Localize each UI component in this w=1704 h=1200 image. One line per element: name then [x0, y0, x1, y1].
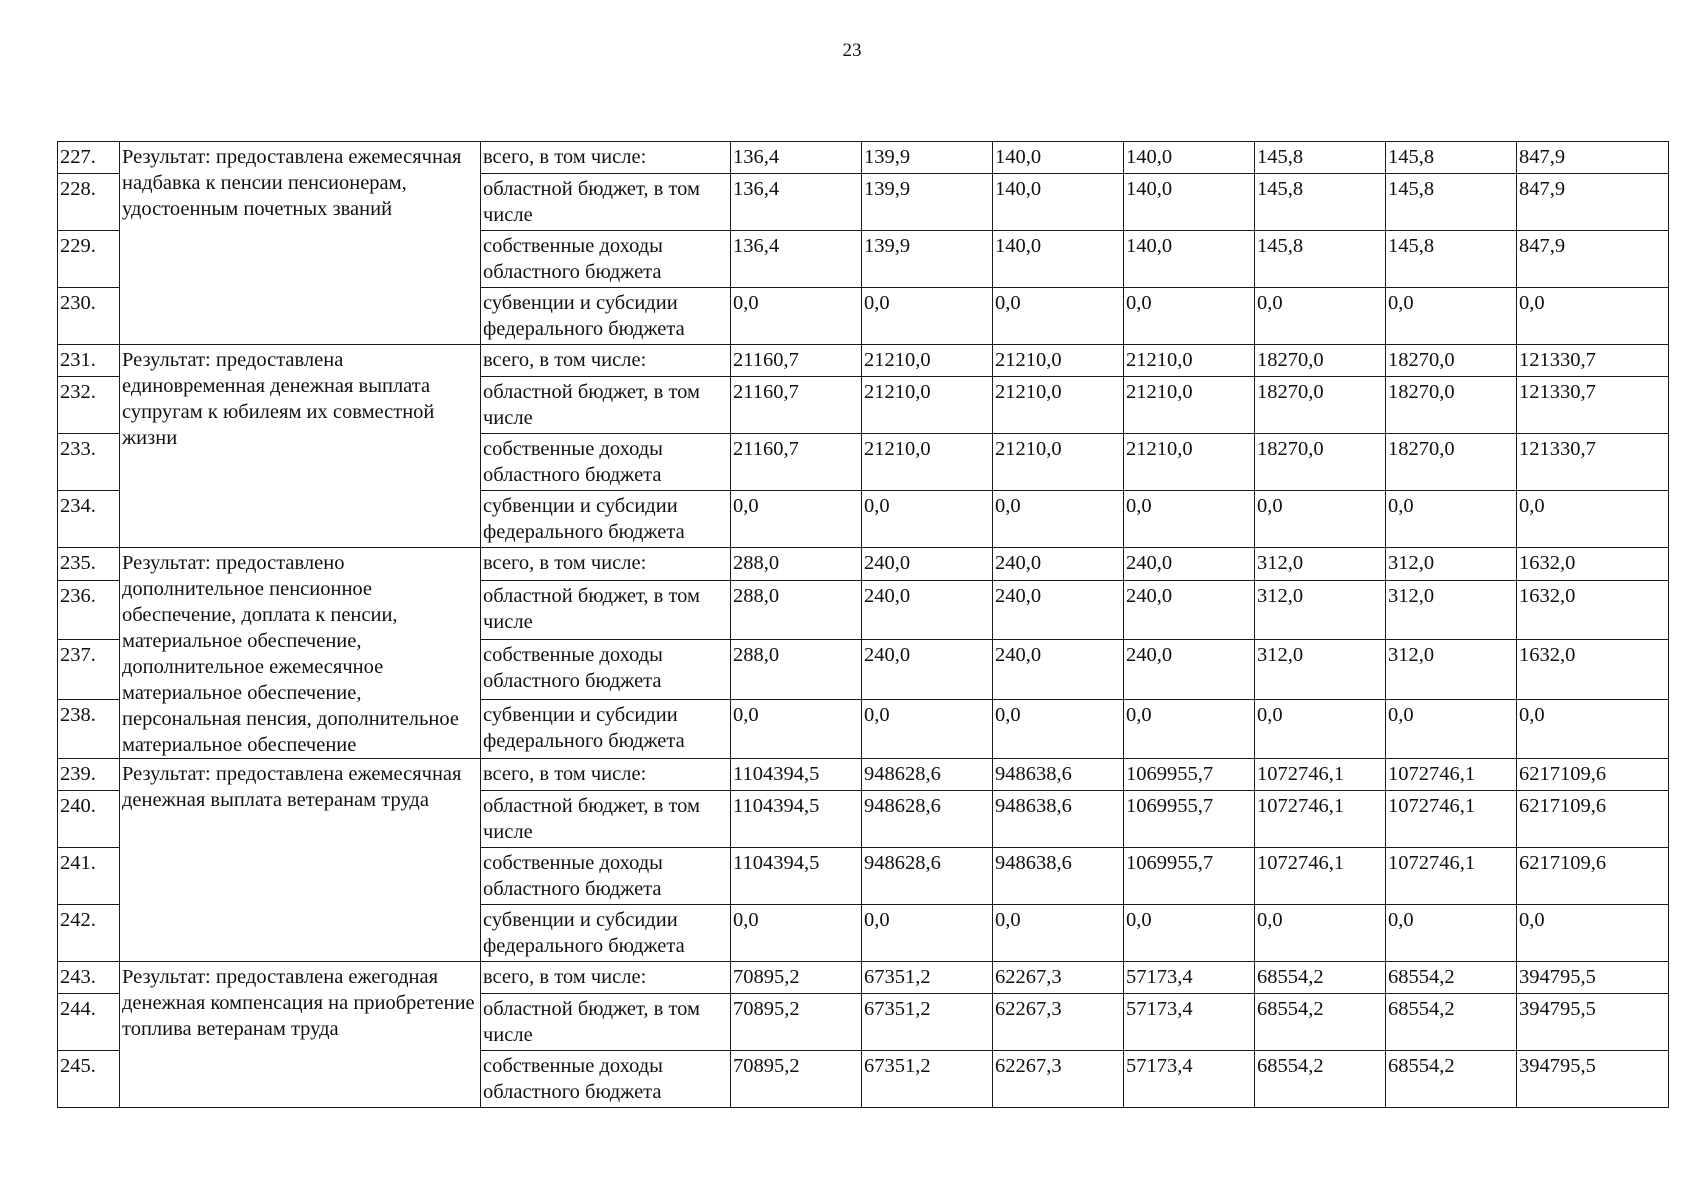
value-cell: 21160,7 [731, 377, 862, 434]
value-cell: 1104394,5 [731, 759, 862, 791]
funding-source-label: областной бюджет, в том числе [481, 174, 731, 231]
value-cell: 62267,3 [993, 1051, 1124, 1108]
result-description: Результат: предоставлена ежегодная денежная компенсация на приобретение топлива ветеранам труда [120, 962, 481, 1108]
table-row [58, 962, 1669, 994]
funding-source-label: субвенции и субсидии федерального бюджета [481, 699, 731, 758]
value-cell: 57173,4 [1124, 1051, 1255, 1108]
value-cell: 145,8 [1255, 231, 1386, 288]
value-cell: 0,0 [1124, 699, 1255, 758]
total-value-cell: 121330,7 [1517, 377, 1669, 434]
total-value-cell: 0,0 [1517, 491, 1669, 548]
value-cell: 240,0 [862, 548, 993, 581]
value-cell: 1104394,5 [731, 791, 862, 848]
value-cell: 145,8 [1386, 231, 1517, 288]
value-cell: 140,0 [993, 231, 1124, 288]
value-cell: 1072746,1 [1386, 791, 1517, 848]
value-cell: 1069955,7 [1124, 848, 1255, 905]
value-cell: 948638,6 [993, 759, 1124, 791]
value-cell: 62267,3 [993, 994, 1124, 1051]
value-cell: 1072746,1 [1255, 759, 1386, 791]
row-number: 245. [58, 1051, 120, 1108]
funding-source-label: областной бюджет, в том числе [481, 994, 731, 1051]
value-cell: 0,0 [1124, 905, 1255, 962]
value-cell: 70895,2 [731, 962, 862, 994]
total-value-cell: 1632,0 [1517, 548, 1669, 581]
value-cell: 21210,0 [1124, 377, 1255, 434]
row-number: 232. [58, 377, 120, 434]
value-cell: 21210,0 [862, 434, 993, 491]
value-cell: 140,0 [1124, 142, 1255, 174]
value-cell: 145,8 [1255, 142, 1386, 174]
total-value-cell: 847,9 [1517, 142, 1669, 174]
row-number: 237. [58, 640, 120, 699]
value-cell: 0,0 [731, 491, 862, 548]
value-cell: 145,8 [1255, 174, 1386, 231]
value-cell: 21210,0 [993, 377, 1124, 434]
value-cell: 0,0 [862, 905, 993, 962]
value-cell: 21210,0 [993, 434, 1124, 491]
value-cell: 240,0 [862, 640, 993, 699]
table-body [58, 142, 1669, 1108]
value-cell: 136,4 [731, 174, 862, 231]
result-description: Результат: предоставлена единовременная денежная выплата супругам к юбилеям их совместной жизни [120, 345, 481, 548]
row-number: 229. [58, 231, 120, 288]
value-cell: 312,0 [1386, 581, 1517, 640]
total-value-cell: 6217109,6 [1517, 791, 1669, 848]
value-cell: 21210,0 [993, 345, 1124, 377]
value-cell: 70895,2 [731, 994, 862, 1051]
value-cell: 0,0 [993, 699, 1124, 758]
row-number: 240. [58, 791, 120, 848]
value-cell: 0,0 [862, 288, 993, 345]
total-value-cell: 1632,0 [1517, 581, 1669, 640]
value-cell: 68554,2 [1386, 962, 1517, 994]
funding-source-label: собственные доходы областного бюджета [481, 434, 731, 491]
value-cell: 62267,3 [993, 962, 1124, 994]
value-cell: 0,0 [1255, 699, 1386, 758]
value-cell: 0,0 [1386, 699, 1517, 758]
funding-source-label: собственные доходы областного бюджета [481, 848, 731, 905]
value-cell: 288,0 [731, 640, 862, 699]
value-cell: 1072746,1 [1386, 759, 1517, 791]
value-cell: 1072746,1 [1386, 848, 1517, 905]
value-cell: 18270,0 [1255, 434, 1386, 491]
row-number: 234. [58, 491, 120, 548]
value-cell: 0,0 [731, 699, 862, 758]
value-cell: 0,0 [862, 699, 993, 758]
value-cell: 312,0 [1255, 640, 1386, 699]
value-cell: 0,0 [1386, 491, 1517, 548]
total-value-cell: 6217109,6 [1517, 759, 1669, 791]
value-cell: 0,0 [1124, 491, 1255, 548]
funding-source-label: собственные доходы областного бюджета [481, 640, 731, 699]
value-cell: 1069955,7 [1124, 791, 1255, 848]
funding-source-label: всего, в том числе: [481, 962, 731, 994]
value-cell: 240,0 [1124, 548, 1255, 581]
value-cell: 21210,0 [1124, 434, 1255, 491]
value-cell: 68554,2 [1255, 962, 1386, 994]
value-cell: 136,4 [731, 231, 862, 288]
row-number: 244. [58, 994, 120, 1051]
row-number: 241. [58, 848, 120, 905]
value-cell: 240,0 [862, 581, 993, 640]
value-cell: 312,0 [1255, 581, 1386, 640]
value-cell: 140,0 [993, 174, 1124, 231]
value-cell: 139,9 [862, 231, 993, 288]
value-cell: 240,0 [1124, 640, 1255, 699]
total-value-cell: 0,0 [1517, 699, 1669, 758]
total-value-cell: 0,0 [1517, 288, 1669, 345]
value-cell: 0,0 [1255, 491, 1386, 548]
value-cell: 948628,6 [862, 848, 993, 905]
value-cell: 240,0 [1124, 581, 1255, 640]
value-cell: 1072746,1 [1255, 791, 1386, 848]
value-cell: 21160,7 [731, 345, 862, 377]
value-cell: 140,0 [993, 142, 1124, 174]
value-cell: 70895,2 [731, 1051, 862, 1108]
total-value-cell: 394795,5 [1517, 994, 1669, 1051]
row-number: 228. [58, 174, 120, 231]
funding-source-label: субвенции и субсидии федерального бюджета [481, 491, 731, 548]
total-value-cell: 847,9 [1517, 231, 1669, 288]
value-cell: 21210,0 [862, 377, 993, 434]
page-number: 23 [842, 40, 862, 61]
value-cell: 68554,2 [1255, 1051, 1386, 1108]
value-cell: 18270,0 [1255, 377, 1386, 434]
value-cell: 0,0 [993, 491, 1124, 548]
funding-source-label: собственные доходы областного бюджета [481, 231, 731, 288]
value-cell: 68554,2 [1386, 1051, 1517, 1108]
funding-source-label: всего, в том числе: [481, 548, 731, 581]
value-cell: 57173,4 [1124, 994, 1255, 1051]
value-cell: 145,8 [1386, 142, 1517, 174]
value-cell: 312,0 [1386, 548, 1517, 581]
value-cell: 948638,6 [993, 791, 1124, 848]
value-cell: 21210,0 [1124, 345, 1255, 377]
value-cell: 68554,2 [1386, 994, 1517, 1051]
funding-source-label: субвенции и субсидии федерального бюджета [481, 288, 731, 345]
value-cell: 948628,6 [862, 791, 993, 848]
value-cell: 68554,2 [1255, 994, 1386, 1051]
value-cell: 136,4 [731, 142, 862, 174]
value-cell: 140,0 [1124, 174, 1255, 231]
row-number: 236. [58, 581, 120, 640]
total-value-cell: 6217109,6 [1517, 848, 1669, 905]
table-row [58, 548, 1669, 581]
total-value-cell: 847,9 [1517, 174, 1669, 231]
value-cell: 948638,6 [993, 848, 1124, 905]
budget-table [57, 141, 1669, 1108]
row-number: 243. [58, 962, 120, 994]
total-value-cell: 121330,7 [1517, 434, 1669, 491]
table-row [58, 759, 1669, 791]
table-row [58, 142, 1669, 174]
value-cell: 948628,6 [862, 759, 993, 791]
value-cell: 67351,2 [862, 962, 993, 994]
row-number: 238. [58, 699, 120, 758]
value-cell: 240,0 [993, 581, 1124, 640]
value-cell: 312,0 [1386, 640, 1517, 699]
value-cell: 1104394,5 [731, 848, 862, 905]
table-row [58, 345, 1669, 377]
row-number: 227. [58, 142, 120, 174]
value-cell: 0,0 [1124, 288, 1255, 345]
value-cell: 18270,0 [1386, 345, 1517, 377]
funding-source-label: собственные доходы областного бюджета [481, 1051, 731, 1108]
value-cell: 21160,7 [731, 434, 862, 491]
funding-source-label: областной бюджет, в том числе [481, 377, 731, 434]
value-cell: 0,0 [1255, 905, 1386, 962]
value-cell: 288,0 [731, 548, 862, 581]
funding-source-label: всего, в том числе: [481, 345, 731, 377]
funding-source-label: субвенции и субсидии федерального бюджета [481, 905, 731, 962]
row-number: 230. [58, 288, 120, 345]
row-number: 242. [58, 905, 120, 962]
value-cell: 240,0 [993, 548, 1124, 581]
value-cell: 67351,2 [862, 1051, 993, 1108]
value-cell: 21210,0 [862, 345, 993, 377]
row-number: 235. [58, 548, 120, 581]
row-number: 231. [58, 345, 120, 377]
value-cell: 18270,0 [1255, 345, 1386, 377]
value-cell: 0,0 [993, 905, 1124, 962]
row-number: 239. [58, 759, 120, 791]
value-cell: 0,0 [993, 288, 1124, 345]
total-value-cell: 0,0 [1517, 905, 1669, 962]
result-description: Результат: предоставлено дополнительное пенсионное обеспечение, доплата к пенсии, материальное обеспечение, дополнительное ежемесячное материальное обеспечение, персональная пенсия, дополнительное материальное обеспечение [120, 548, 481, 759]
total-value-cell: 121330,7 [1517, 345, 1669, 377]
result-description: Результат: предоставлена ежемесячная денежная выплата ветеранам труда [120, 759, 481, 962]
total-value-cell: 394795,5 [1517, 962, 1669, 994]
value-cell: 1069955,7 [1124, 759, 1255, 791]
value-cell: 139,9 [862, 174, 993, 231]
value-cell: 0,0 [731, 905, 862, 962]
funding-source-label: всего, в том числе: [481, 142, 731, 174]
total-value-cell: 394795,5 [1517, 1051, 1669, 1108]
value-cell: 145,8 [1386, 174, 1517, 231]
value-cell: 139,9 [862, 142, 993, 174]
funding-source-label: всего, в том числе: [481, 759, 731, 791]
value-cell: 0,0 [1386, 288, 1517, 345]
result-description: Результат: предоставлена ежемесячная надбавка к пенсии пенсионерам, удостоенным почетных званий [120, 142, 481, 345]
funding-source-label: областной бюджет, в том числе [481, 581, 731, 640]
value-cell: 18270,0 [1386, 377, 1517, 434]
value-cell: 1072746,1 [1255, 848, 1386, 905]
value-cell: 0,0 [1255, 288, 1386, 345]
value-cell: 67351,2 [862, 994, 993, 1051]
funding-source-label: областной бюджет, в том числе [481, 791, 731, 848]
value-cell: 140,0 [1124, 231, 1255, 288]
value-cell: 312,0 [1255, 548, 1386, 581]
value-cell: 288,0 [731, 581, 862, 640]
value-cell: 0,0 [731, 288, 862, 345]
value-cell: 240,0 [993, 640, 1124, 699]
value-cell: 18270,0 [1386, 434, 1517, 491]
value-cell: 0,0 [862, 491, 993, 548]
value-cell: 57173,4 [1124, 962, 1255, 994]
total-value-cell: 1632,0 [1517, 640, 1669, 699]
row-number: 233. [58, 434, 120, 491]
value-cell: 0,0 [1386, 905, 1517, 962]
